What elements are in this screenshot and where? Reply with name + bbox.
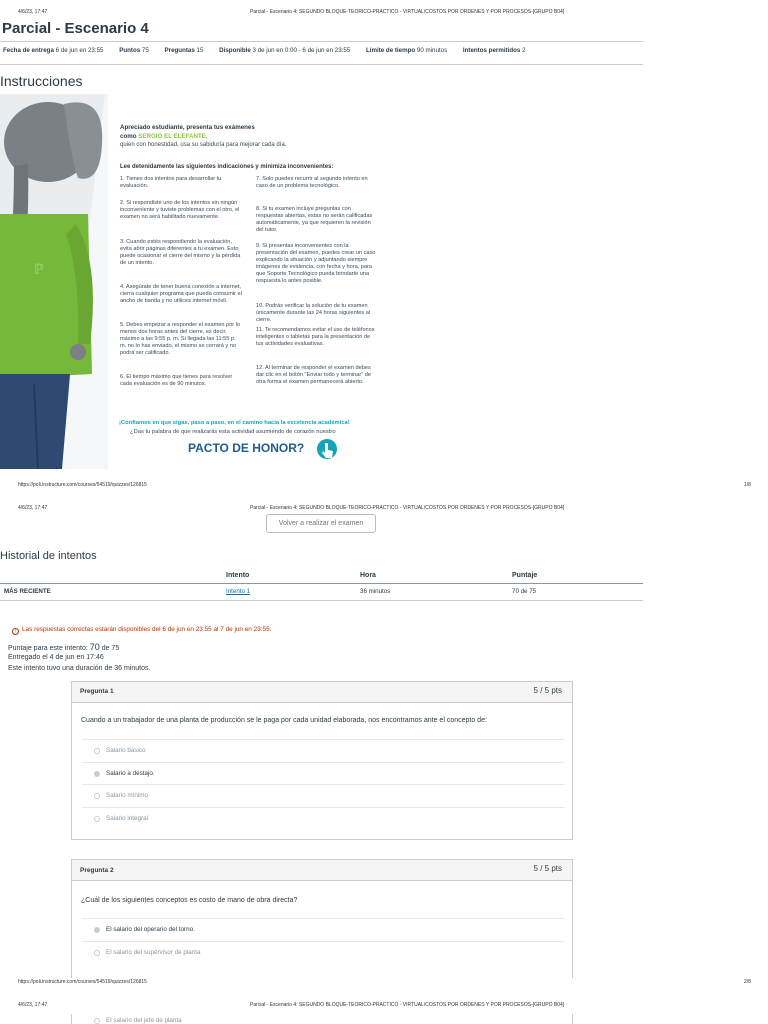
banner-item: 2. Si respondiste uno de los intentos sin ningún inconveniente y tuviste problemas con el otro, el examen no será habilitado nuevamente.	[120, 200, 240, 220]
available-value: 3 de jun en 0:00 - 6 de jun en 23:55	[252, 47, 351, 54]
banner-lead: Lee detenidamente las siguientes indicaciones y minimiza inconvenientes:	[120, 164, 334, 170]
answer-label: El salario del supervisor de planta	[106, 949, 201, 956]
question-text: ¿Cuál de los siguientes conceptos es costo de mano de obra directa?	[81, 897, 298, 904]
radio-button[interactable]	[94, 748, 100, 754]
answer-label: El salario del operario del torno.	[106, 926, 195, 933]
print-page-number: 2/8	[744, 979, 751, 985]
answer-label: Salario a destajo.	[106, 770, 155, 777]
attempt-score	[8, 642, 119, 652]
print-page-number: 1/8	[744, 482, 751, 488]
points-value: 75	[141, 47, 149, 54]
banner-item: 8. Si tu examen incluye preguntas con respuestas abiertas, estas no serán calificadas automáticamente, ya que requieren la revisión del tutor.	[256, 206, 373, 233]
table-divider	[0, 600, 643, 601]
due-value: 6 de jun en 23:55	[55, 47, 104, 54]
row-label: MÁS RECIENTE	[4, 588, 51, 595]
radio-button[interactable]	[94, 816, 100, 822]
banner-item: 7. Solo puedes recurrir al segundo intento en caso de un problema tecnológico.	[256, 176, 368, 189]
attempt-link[interactable]: Intento 1	[226, 588, 251, 595]
warning-icon: !	[12, 628, 19, 635]
radio-button[interactable]	[94, 793, 100, 799]
score-value: 70	[89, 642, 100, 652]
print-date: 4/6/23, 17:47	[18, 1002, 48, 1008]
print-doc-title: Parcial - Escenario 4: SEGUNDO BLOQUE-TEORICO-PRACTICO - VIRTUAL/COSTOS POR ORDENES Y POR PROCESOS-[GRUPO B04]	[250, 1002, 565, 1008]
question-title: Pregunta 1	[80, 688, 114, 695]
quiz-meta	[3, 47, 540, 54]
print-doc-title: Parcial - Escenario 4: SEGUNDO BLOQUE-TEORICO-PRACTICO - VIRTUAL/COSTOS POR ORDENES Y POR PROCESOS-[GRUPO B04]	[250, 9, 565, 15]
banner-right-col	[256, 176, 378, 395]
banner-mascot-name: SERGIO EL ELEFANTE,	[138, 133, 208, 140]
banner-greeting-2a: como	[120, 133, 139, 140]
banner-honor-pact: PACTO DE HONOR?	[188, 441, 305, 455]
score-label: Puntaje para este intento:	[8, 645, 90, 652]
answer-option[interactable]	[82, 739, 564, 761]
answer-option[interactable]	[82, 784, 564, 806]
banner-greeting-2	[120, 133, 208, 141]
question-header	[72, 682, 572, 703]
answer-option[interactable]	[82, 1014, 564, 1024]
table-divider	[0, 583, 643, 584]
question-card	[71, 681, 573, 840]
instructions-banner	[0, 94, 387, 469]
time-limit-label: Límite de tiempo	[365, 47, 416, 54]
answers-notice-text: Las respuestas correctas estarán disponibles del 6 de jun en 23:55 al 7 de jun en 23:55.	[22, 626, 272, 633]
banner-item: 3. Cuando estés respondiendo la evaluación, evita abrir páginas diferentes a tu examen. Esto puede ocasionar el cierre del mismo y la pérdida de un intento.	[120, 239, 241, 266]
banner-item: 1. Tienes dos intentos para desarrollar tu evaluación.	[120, 176, 222, 189]
questions-value: 15	[196, 47, 204, 54]
question-card	[71, 859, 573, 978]
attempts-label: Intentos permitidos	[462, 47, 521, 54]
row-time: 36 minutos	[360, 588, 391, 595]
banner-item: 6. El tiempo máximo que tienes para resolver cada evaluación es de 90 minutos.	[120, 374, 233, 387]
answer-option[interactable]	[82, 807, 564, 829]
print-url: https://poli.instructure.com/courses/54519/quizzes/126815	[18, 482, 147, 488]
banner-item: 10. Podrás verificar la solución de tu examen únicamente durante las 24 horas siguientes al cierre.	[256, 303, 371, 323]
banner-greeting-1: Apreciado estudiante, presenta tus exámenes	[120, 124, 255, 131]
print-date: 4/6/23, 17:47	[18, 9, 48, 15]
question-header	[72, 860, 572, 881]
divider	[0, 64, 643, 65]
question-points: 5 / 5 pts	[533, 864, 562, 873]
available-label: Disponible	[219, 47, 251, 54]
answers-notice	[12, 626, 271, 635]
answer-option-selected[interactable]	[82, 918, 564, 940]
banner-greeting-3: quien con honestidad, usa su sabiduría para mejorar cada día.	[120, 142, 287, 148]
print-url: https://poli.instructure.com/courses/54519/quizzes/126815	[18, 979, 147, 985]
answer-label: Salario integral	[106, 815, 149, 822]
banner-item: 5. Debes empezar a responder el examen por lo menos dos horas antes del cierre, es decir, máximo a las 9:55 p. m. Si llegada las 11:55 p. m. no lo has enviado, el mismo se cerrará y no podrá ser calificado.	[120, 322, 241, 356]
questions-label: Preguntas	[164, 47, 195, 54]
submitted-at: Entregado el 4 de jun en 17:46	[8, 654, 104, 661]
radio-button-selected[interactable]	[94, 771, 100, 777]
due-label: Fecha de entrega	[3, 47, 54, 54]
page-title: Parcial - Escenario 4	[2, 20, 149, 37]
question-card-continued	[71, 1014, 573, 1024]
col-score: Puntaje	[512, 572, 538, 579]
banner-closing-2: ¿Das tu palabra de que realizarás esta actividad asumiendo de corazón nuestro	[130, 429, 336, 435]
banner-item: 4. Asegúrate de tener buena conexión a internet, cierra cualquier programa que pueda consumir el ancho de banda y no utilices internet móvil.	[120, 284, 242, 304]
pointing-hand-icon	[316, 438, 342, 462]
instructions-heading: Instrucciones	[0, 73, 83, 89]
radio-button[interactable]	[94, 950, 100, 956]
answer-label: El salario del jefe de planta	[106, 1017, 182, 1024]
history-heading: Historial de intentos	[0, 550, 97, 562]
divider	[0, 41, 643, 42]
print-doc-title: Parcial - Escenario 4: SEGUNDO BLOQUE-TEORICO-PRACTICO - VIRTUAL/COSTOS POR ORDENES Y POR PROCESOS-[GRUPO B04]	[250, 505, 565, 511]
answer-label: Salario básico	[106, 747, 146, 754]
question-title: Pregunta 2	[80, 867, 114, 874]
banner-closing-1: ¡Confiamos en que sigas, paso a paso, en el camino hacia la excelencia académica!	[119, 420, 350, 426]
score-rest: de 75	[99, 645, 120, 652]
banner-item: 11. Te recomendamos evitar el uso de teléfonos inteligentes o tabletas para la presentación de tus actividades evaluativas.	[256, 327, 375, 347]
points-label: Puntos	[119, 47, 141, 54]
radio-button-selected[interactable]	[94, 927, 100, 933]
print-date: 4/6/23, 17:47	[18, 505, 48, 511]
question-points: 5 / 5 pts	[533, 686, 562, 695]
answer-option-selected[interactable]	[82, 762, 564, 784]
banner-item: 9. Si presentas inconvenientes con la presentación del examen, puedes crear un caso explicando la situación y adjuntando siempre imágenes de evidencia, con fecha y hora, para que Soporte Tecnológico pueda brindarte una respuesta lo antes posible.	[256, 243, 376, 284]
answer-label: Salario mínimo	[106, 792, 148, 799]
svg-text:ℙ: ℙ	[34, 261, 44, 277]
radio-button[interactable]	[94, 1018, 100, 1024]
attempt-duration: Este intento tuvo una duración de 36 minutos.	[8, 665, 151, 672]
row-score: 70 de 75	[512, 588, 537, 595]
col-time: Hora	[360, 572, 376, 579]
time-limit-value: 90 minutos	[416, 47, 448, 54]
question-text: Cuando a un trabajador de una planta de producción se le paga por cada unidad elaborada, nos encontramos ante el concepto de:	[81, 717, 487, 724]
col-attempt: Intento	[226, 572, 250, 579]
answer-option[interactable]	[82, 941, 564, 963]
banner-left-col	[120, 176, 242, 398]
banner-item: 12. Al terminar de responder el examen debes dar clic en el botón "Enviar todo y terminar" de otra forma el examen permanecerá abierto.	[256, 365, 371, 385]
attempts-value: 2	[522, 47, 526, 54]
retake-quiz-button[interactable]: Volver a realizar el examen	[266, 514, 376, 533]
